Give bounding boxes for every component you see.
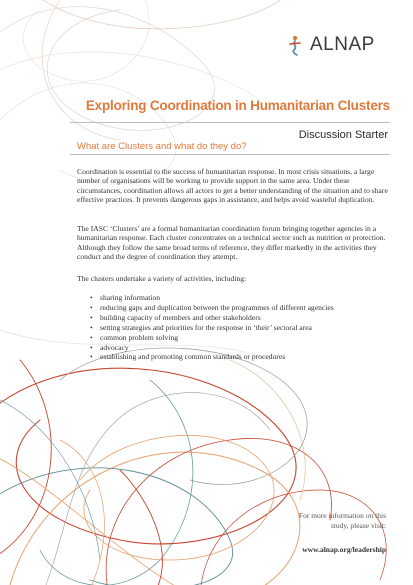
divider <box>70 122 390 123</box>
list-item: • building capacity of members and other stakeholders <box>90 313 334 323</box>
paragraph: Coordination is essential to the success of humanitarian response. In most crisis situations, a large number of organisations will be working to provide support in the same area. Under these circumstances, coordination allows all actors to get a better understanding of the situation and to share effective practices. It prevents dangerous gaps in assistance, and helps avoid wasteful duplication. <box>77 167 388 205</box>
logo-text: ALNAP <box>310 34 375 55</box>
page-title: Exploring Coordination in Humanitarian Clusters <box>85 98 390 113</box>
list-item: • establishing and promoting common standards or procedures <box>90 352 334 362</box>
list-item: • sharing information <box>90 293 334 303</box>
alnap-figure-icon <box>286 34 308 56</box>
paragraph: The IASC ‘Clusters’ are a formal humanitarian coordination forum bringing together agencies in a humanitarian response. Each cluster concentrates on a technical sector such as nutrition or protection. Although they follow the same broad terms of reference, they differ markedly in the activities they conduct and the degree of coordination they attempt. <box>77 224 386 262</box>
footer-url-link[interactable]: www.alnap.org/leadership <box>302 545 386 554</box>
list-item: • advocacy <box>90 343 334 353</box>
footer-info <box>0 511 386 530</box>
activities-list <box>90 293 334 362</box>
footer-info-line: study, please visit: <box>330 520 386 530</box>
list-item: • reducing gaps and duplication between the programmes of different agencies <box>90 303 334 313</box>
list-item: • common problem solving <box>90 333 334 343</box>
alnap-logo <box>286 34 375 56</box>
section-heading: What are Clusters and what do they do? <box>77 141 247 152</box>
paragraph: The clusters undertake a variety of activities, including: <box>77 274 247 283</box>
list-item: • setting strategies and priorities for the response in ‘their’ sectoral area <box>90 323 334 333</box>
divider <box>70 154 390 155</box>
page-subtitle: Discussion Starter <box>298 129 388 141</box>
footer-info-line: For more information on this <box>298 511 386 520</box>
